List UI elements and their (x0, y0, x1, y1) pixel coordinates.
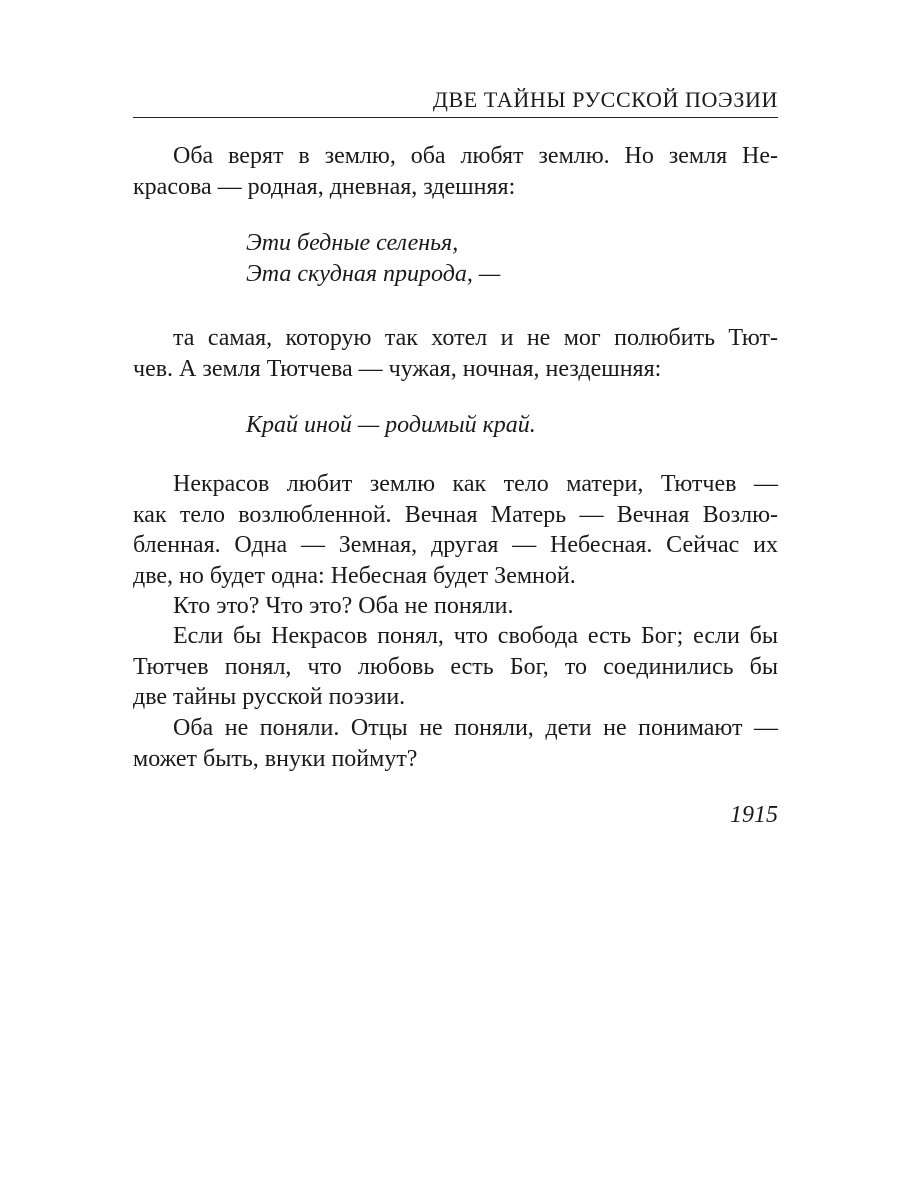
paragraph-2 (133, 323, 778, 384)
paragraph-1-line-1: Оба верят в землю, оба любят землю. Но земля Не- (173, 143, 778, 169)
verse-2-line-1: Край иной — родимый край. (246, 412, 536, 438)
verse-1 (246, 228, 500, 289)
running-head: ДВЕ ТАЙНЫ РУССКОЙ ПОЭЗИИ (432, 87, 778, 112)
verse-1-line-2: Эта скудная природа, — (246, 260, 501, 287)
verse-1-line-1: Эти бедные селенья, (246, 230, 459, 256)
paragraph-2-line-1: та самая, которую так хотел и не мог полюбить Тют- (173, 325, 778, 351)
paragraph-6-line-1: Оба не поняли. Отцы не поняли, дети не понимают — (173, 715, 778, 741)
paragraph-4-line-1: Кто это? Что это? Оба не поняли. (173, 593, 514, 619)
paragraph-6-line-2: может быть, внуки поймут? (133, 745, 418, 772)
paragraph-1-line-2: красова — родная, дневная, здешняя: (133, 173, 516, 200)
date: 1915 (730, 802, 778, 828)
paragraph-3-line-3: бленная. Одна — Земная, другая — Небесная. Сейчас их (133, 532, 778, 558)
paragraph-1 (133, 141, 778, 202)
paragraph-5-line-2: Тютчев понял, что любовь есть Бог, то соединились бы (133, 653, 778, 680)
paragraph-5-line-3: две тайны русской поэзии. (133, 684, 406, 710)
paragraph-3-line-2: как тело возлюбленной. Вечная Матерь — Вечная Возлю- (133, 501, 778, 528)
paragraph-5-line-1: Если бы Некрасов понял, что свобода есть Бог; если бы (173, 623, 778, 649)
paragraph-3-line-1: Некрасов любит землю как тело матери, Тютчев — (173, 471, 778, 497)
paragraph-3-line-4: две, но будет одна: Небесная будет Земной. (133, 562, 576, 589)
paragraph-5 (133, 621, 778, 713)
header-rule (133, 117, 778, 118)
verse-2 (246, 410, 536, 441)
paragraph-4 (133, 591, 778, 622)
paragraph-2-line-2: чев. А земля Тютчева — чужая, ночная, нездешняя: (133, 355, 662, 382)
paragraph-6 (133, 713, 778, 774)
paragraph-3 (133, 469, 778, 591)
